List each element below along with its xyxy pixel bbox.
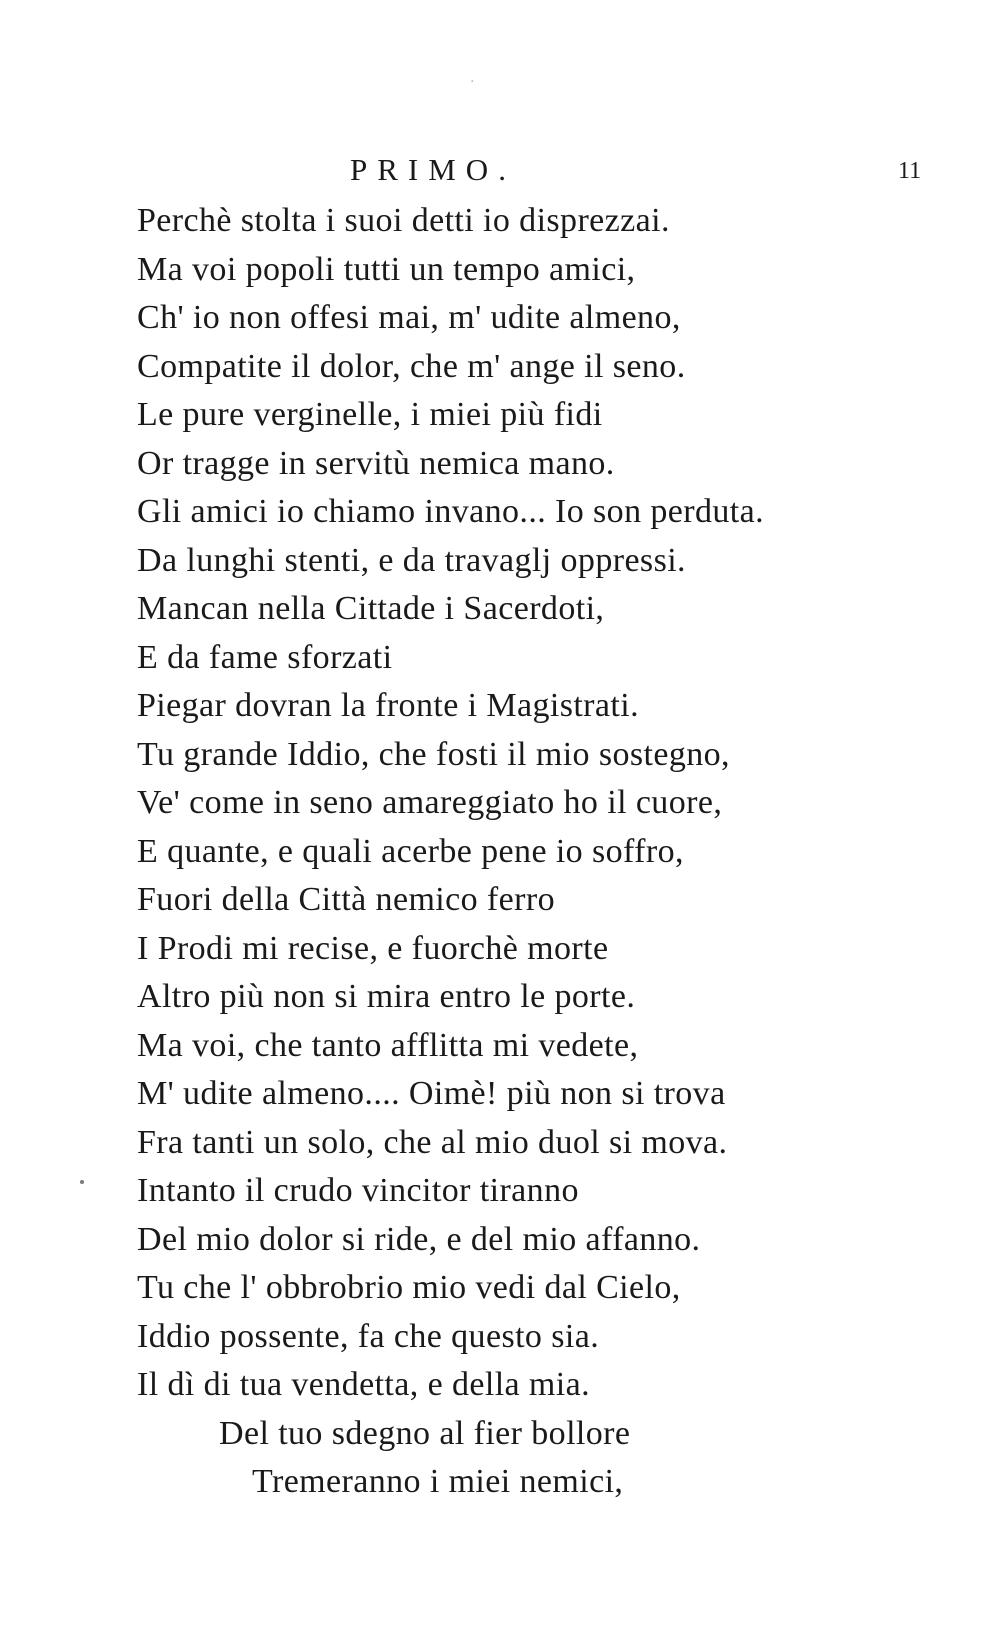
- verse-line: E da fame sforzati: [137, 638, 393, 676]
- verse-line: Intanto il crudo vincitor tiranno: [137, 1172, 579, 1209]
- verse-line-indented: Del tuo sdegno al fier bollore: [219, 1414, 631, 1452]
- verse-line: M' udite almeno.... Oimè! più non si trova: [137, 1075, 726, 1112]
- verse-line: Tu che l' obbrobrio mio vedi dal Cielo,: [137, 1269, 681, 1306]
- verse-line: Perchè stolta i suoi detti io disprezzai.: [137, 202, 670, 239]
- verse-line: Altro più non si mira entro le porte.: [137, 978, 636, 1015]
- verse-line: Tu grande Iddio, che fosti il mio sostegno,: [137, 735, 730, 773]
- verse-line-indented: Tremeranno i miei nemici,: [252, 1463, 624, 1500]
- verse-line: Mancan nella Cittade i Sacerdoti,: [137, 590, 605, 627]
- verse-line: Il dì di tua vendetta, e della mia.: [137, 1366, 591, 1403]
- verse-line: Da lunghi stenti, e da travaglj oppressi.: [137, 541, 686, 579]
- paper-speck: ·: [470, 74, 475, 90]
- verse-line: E quante, e quali acerbe pene io soffro,: [137, 832, 684, 870]
- verse-line: Fuori della Città nemico ferro: [137, 881, 555, 918]
- margin-mark: [80, 1180, 84, 1184]
- verse-line: Ch' io non offesi mai, m' udite almeno,: [137, 299, 681, 336]
- verse-line: Ma voi popoli tutti un tempo amici,: [137, 250, 636, 288]
- verse-line: Iddio possente, fa che questo sia.: [137, 1317, 600, 1355]
- verse-block: [137, 197, 937, 1507]
- verse-line: I Prodi mi recise, e fuorchè morte: [137, 929, 609, 967]
- verse-line: Or tragge in servitù nemica mano.: [137, 444, 615, 482]
- verse-line: Gli amici io chiamo invano... Io son perduta.: [137, 493, 765, 530]
- verse-line: Compatite il dolor, che m' ange il seno.: [137, 347, 686, 385]
- verse-line: Del mio dolor si ride, e del mio affanno.: [137, 1220, 701, 1258]
- verse-line: Le pure verginelle, i miei più fidi: [137, 396, 603, 433]
- verse-line: Fra tanti un solo, che al mio duol si mova.: [137, 1123, 728, 1161]
- page-number: 11: [898, 158, 922, 184]
- verse-line: Ma voi, che tanto afflitta mi vedete,: [137, 1026, 639, 1064]
- verse-line: Ve' come in seno amareggiato ho il cuore,: [137, 784, 723, 821]
- verse-line: Piegar dovran la fronte i Magistrati.: [137, 687, 639, 724]
- running-title: PRIMO.: [350, 152, 516, 187]
